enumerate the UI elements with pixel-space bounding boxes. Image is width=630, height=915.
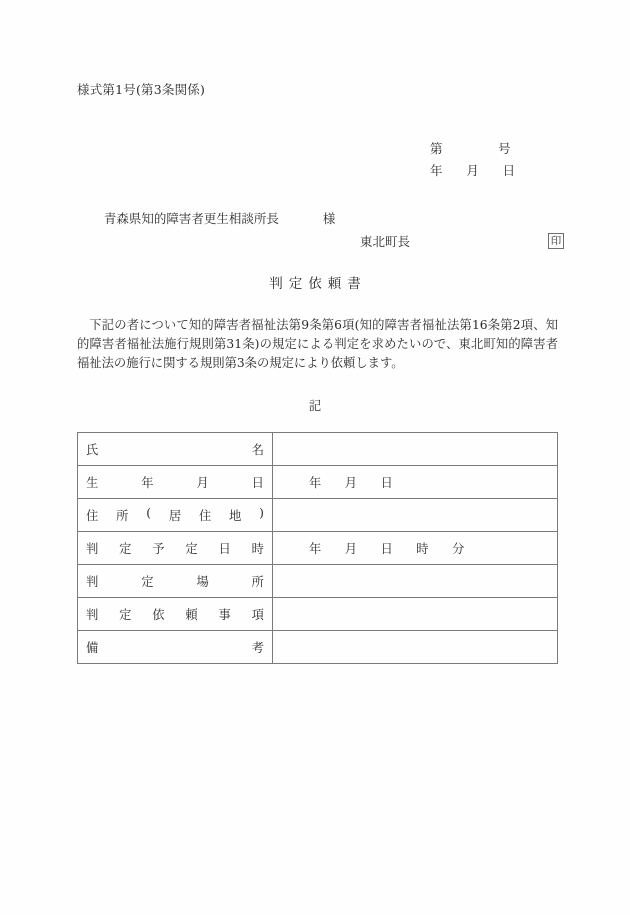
table-row	[78, 433, 558, 466]
label-char: 日	[218, 542, 231, 556]
label-char: 名	[251, 443, 264, 457]
issuer-name: 東北町長	[360, 234, 411, 249]
label-char: 判	[86, 542, 99, 556]
label-char: 定	[119, 542, 132, 556]
table-row	[78, 499, 558, 532]
row-value-cell[interactable]: 年 月 日 時 分	[273, 532, 558, 565]
issuer-line	[360, 232, 564, 250]
table-row	[78, 631, 558, 664]
row-value-cell[interactable]: 年 月 日	[273, 466, 558, 499]
row-value-cell[interactable]	[273, 565, 558, 598]
label-char: 定	[141, 575, 154, 589]
label-char: 場	[196, 575, 209, 589]
label-char: 判	[86, 575, 99, 589]
label-char: 判	[86, 608, 99, 622]
label-char: 予	[152, 542, 165, 556]
label-char: 地	[229, 509, 242, 523]
label-char: 月	[196, 476, 209, 490]
row-label-text	[86, 572, 264, 590]
label-char: 所	[251, 575, 264, 589]
label-char: 住	[86, 509, 99, 523]
row-label-text	[86, 638, 264, 656]
row-value-cell[interactable]	[273, 631, 558, 664]
row-label-cell	[78, 598, 273, 631]
label-char: 備	[86, 641, 99, 655]
label-char: 依	[152, 608, 165, 622]
label-char: 氏	[86, 443, 99, 457]
row-label-cell	[78, 565, 273, 598]
label-char: 所	[116, 509, 129, 523]
document-number-line: 第 号	[430, 141, 511, 156]
applicant-details-table	[77, 432, 558, 664]
row-value-cell[interactable]	[273, 598, 558, 631]
row-label-cell	[78, 532, 273, 565]
row-value-cell[interactable]	[273, 499, 558, 532]
row-label-text	[86, 440, 264, 458]
label-char: 定	[119, 608, 132, 622]
table-body	[78, 433, 558, 664]
row-label-text	[86, 473, 264, 491]
label-char: 頼	[185, 608, 198, 622]
label-char: 年	[141, 476, 154, 490]
label-char: 考	[251, 641, 264, 655]
label-char: 生	[86, 476, 99, 490]
addressee-office: 青森県知的障害者更生相談所長	[103, 211, 279, 226]
document-date-line: 年 月 日	[430, 163, 516, 178]
body-paragraph: 下記の者について知的障害者福祉法第9条第6項(知的障害者福祉法第16条第2項、知的障害者福祉法施行規則第31条)の規定による判定を求めたいので、東北町知的障害者福祉法の施行に関する規則第3条の規定により依頼します。	[77, 318, 558, 371]
table-row	[78, 598, 558, 631]
label-char: )	[259, 506, 264, 520]
row-label-text	[86, 539, 264, 557]
form-number-label: 様式第1号(第3条関係)	[77, 82, 206, 97]
label-char: (	[146, 506, 152, 520]
label-char: 項	[251, 608, 264, 622]
label-char: 居	[168, 509, 182, 523]
row-label-cell	[78, 499, 273, 532]
table-row	[78, 565, 558, 598]
row-label-cell	[78, 433, 273, 466]
ki-marker: 記	[308, 398, 322, 413]
table-row	[78, 532, 558, 565]
label-char: 時	[251, 542, 264, 556]
row-label-cell	[78, 466, 273, 499]
table-row	[78, 466, 558, 499]
seal-stamp-box: 印	[548, 233, 564, 249]
row-label-cell	[78, 631, 273, 664]
label-char: 住	[198, 509, 212, 523]
addressee-honorific: 様	[322, 211, 336, 226]
page-title: 判定依頼書	[269, 276, 367, 292]
row-value-cell[interactable]	[273, 433, 558, 466]
document-meta-block	[430, 138, 515, 182]
label-char: 定	[185, 542, 198, 556]
row-label-text	[86, 605, 264, 623]
label-char: 事	[218, 608, 231, 622]
label-char: 日	[251, 476, 264, 490]
row-label-text	[86, 506, 264, 524]
addressee-line	[88, 194, 335, 242]
